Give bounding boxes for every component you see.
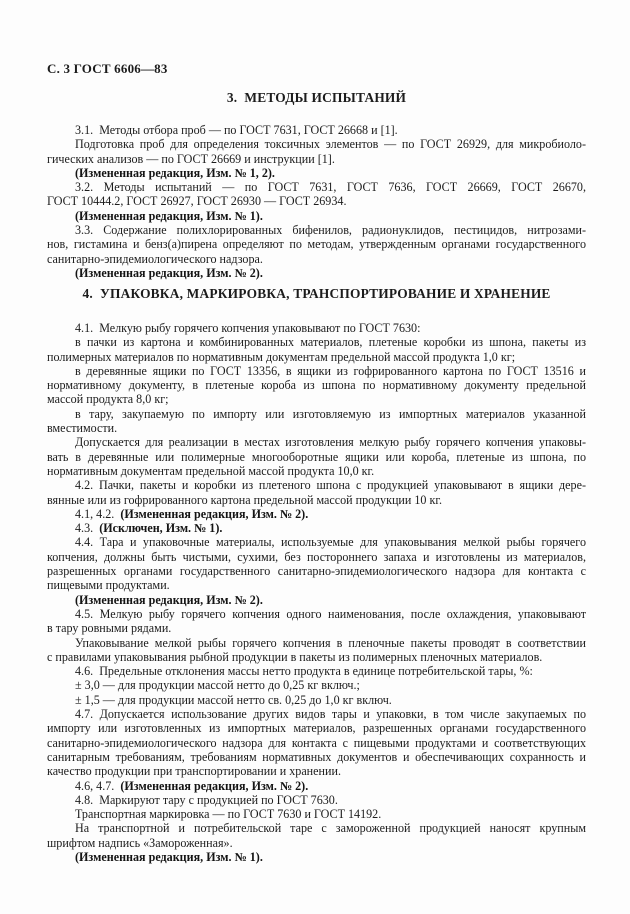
text-line — [47, 450, 586, 464]
text-line — [47, 850, 586, 864]
text-line — [47, 137, 586, 151]
text-segment: вать в деревянные или полимерные многооборотные ящики или короба, плетеные из шпона, по — [47, 449, 586, 464]
section-4-body — [47, 321, 586, 864]
text-line — [47, 166, 586, 180]
text-line — [47, 578, 586, 592]
text-line — [47, 407, 586, 421]
text-segment: санитарно-эпидемиологического надзора для контакта с пищевыми продуктами и соответствующих — [47, 735, 586, 750]
text-segment: нормативному документу, в плетеные короба из шпона по нормативному документу предельной — [47, 378, 586, 393]
text-segment: вместимости. — [47, 421, 118, 436]
text-line — [47, 478, 586, 492]
text-segment: в тару, закупаемую по импорту или изготовляемую из импортных материалов указанной — [75, 406, 586, 421]
amendment-note: (Измененная редакция, Изм. № 1). — [75, 208, 263, 223]
text-segment: 4.5. Мелкую рыбу горячего копчения одного наименования, после охлаждения, упаковывают — [75, 606, 586, 621]
text-line — [47, 321, 586, 335]
text-line — [47, 435, 586, 449]
text-segment: шрифтом надпись «Замороженная». — [47, 835, 233, 850]
text-segment: 4.2. Пачки, пакеты и коробки из плетеного шпона с продукцией упаковывают в ящики дере- — [75, 478, 586, 493]
text-line — [47, 821, 586, 835]
text-line — [47, 252, 586, 266]
text-line — [47, 721, 586, 735]
amendment-note: (Исключен, Изм. № 1). — [99, 521, 223, 536]
text-line — [47, 607, 586, 621]
text-segment: Допускается для реализации в местах изготовления мелкую рыбу горячего копчения упаковы- — [75, 435, 586, 450]
text-segment: качество продукции при транспортировании и хранении. — [47, 764, 341, 779]
text-segment: 3.2. Методы испытаний — по ГОСТ 7631, ГОСТ 7636, ГОСТ 26669, ГОСТ 26670, — [75, 180, 586, 195]
text-line — [47, 764, 586, 778]
text-line — [47, 650, 586, 664]
text-segment: ± 3,0 — для продукции массой нетто до 0,25 кг включ.; — [75, 678, 360, 693]
text-line — [47, 152, 586, 166]
text-segment: пищевыми продуктами. — [47, 578, 170, 593]
text-line — [47, 750, 586, 764]
text-line — [47, 237, 586, 251]
text-segment: На транспортной и потребительской таре с замороженной продукцией наносят крупным — [75, 821, 586, 836]
text-line — [47, 350, 586, 364]
text-segment: гических анализов — по ГОСТ 26669 и инструкции [1]. — [47, 151, 335, 166]
text-segment: в деревянные ящики по ГОСТ 13356, в ящики из гофрированного картона по ГОСТ 13516 и — [75, 363, 586, 378]
text-line — [47, 693, 586, 707]
text-segment: 4.4. Тара и упаковочные материалы, используемые для упаковывания мелкой рыбы горячего — [75, 535, 586, 550]
text-segment: 4.1. Мелкую рыбу горячего копчения упаковывают по ГОСТ 7630: — [75, 321, 421, 335]
text-segment: Упаковывание мелкой рыбы горячего копчения в пленочные пакеты проводят в соответствии — [75, 635, 586, 650]
amendment-note: (Измененная редакция, Изм. № 1, 2). — [75, 165, 275, 180]
text-segment: 3.3. Содержание полихлорированных бифенилов, радионуклидов, пестицидов, нитрозами- — [75, 223, 586, 238]
text-segment: Транспортная маркировка — по ГОСТ 7630 и ГОСТ 14192. — [75, 807, 382, 822]
amendment-note: (Измененная редакция, Изм. № 2). — [75, 592, 263, 607]
text-line — [47, 621, 586, 635]
text-segment: санитарно-эпидемиологического надзора. — [47, 251, 263, 266]
text-segment: в пачки из картона и комбинированных материалов, плетеные коробки из шпона, пакеты из — [75, 335, 586, 350]
text-segment: 4.8. Маркируют тару с продукцией по ГОСТ 7630. — [75, 792, 338, 807]
text-line — [47, 123, 586, 137]
text-segment: полимерных материалов по нормативным документам предельной массой продукта 1,0 кг; — [47, 349, 516, 364]
amendment-note: (Измененная редакция, Изм. № 2). — [120, 778, 309, 793]
text-line — [47, 550, 586, 564]
text-line — [47, 807, 586, 821]
text-line — [47, 378, 586, 392]
text-segment: вянные или из гофрированного картона предельной массой продукции 10 кг. — [47, 492, 442, 507]
page-header: С. 3 ГОСТ 6606—83 — [47, 61, 168, 76]
amendment-note: (Измененная редакция, Изм. № 1). — [75, 849, 263, 864]
text-segment: нов, гистамина и бенз(а)пирена определяют по методам, утвержденным органами государственного — [47, 237, 586, 252]
text-segment: копчения, должны быть чистыми, сухими, без постороннего запаха и изготовлены из материалов, — [47, 549, 586, 564]
text-line — [47, 493, 586, 507]
text-segment: Подготовка проб для определения токсичных элементов — по ГОСТ 26929, для микробиоло- — [75, 137, 586, 152]
text-line — [47, 464, 586, 478]
text-line — [47, 194, 586, 208]
text-segment: 4.3. — [75, 521, 100, 536]
text-line — [47, 507, 586, 521]
text-line — [47, 678, 586, 692]
section-3-body — [47, 123, 586, 280]
text-line — [47, 707, 586, 721]
text-line — [47, 266, 586, 280]
section-heading-4: 4. УПАКОВКА, МАРКИРОВКА, ТРАНСПОРТИРОВАНИЕ И ХРАНЕНИЕ — [82, 286, 551, 301]
text-segment: массой продукта 8,0 кг; — [47, 392, 169, 407]
text-line — [47, 793, 586, 807]
text-line — [47, 836, 586, 850]
text-segment: 4.6, 4.7. — [75, 778, 121, 793]
text-line — [47, 180, 586, 194]
text-segment: 4.1, 4.2. — [75, 506, 121, 521]
amendment-note: (Измененная редакция, Изм. № 2). — [75, 265, 263, 280]
text-segment: 4.6. Предельные отклонения массы нетто продукта в единице потребительской тары, %: — [75, 664, 533, 679]
text-line — [47, 593, 586, 607]
text-segment: санитарным требованиям, требованиям нормативных документов и обеспечивающих сохранность и — [47, 749, 586, 764]
text-line — [47, 209, 586, 223]
text-line — [47, 335, 586, 349]
text-segment: 4.7. Допускается использование других видов тары и упаковки, в том числе закупаемых по — [75, 707, 586, 722]
text-segment: ± 1,5 — для продукции массой нетто св. 0,25 до 1,0 кг включ. — [75, 692, 392, 707]
text-segment: импорту или изготовленных из импортных материалов, разрешенных органами государственного — [47, 721, 586, 736]
text-line — [47, 535, 586, 549]
text-segment: в тару ровными рядами. — [47, 621, 172, 636]
text-segment: ГОСТ 10444.2, ГОСТ 26927, ГОСТ 26930 — ГОСТ 26934. — [47, 194, 347, 209]
text-line — [47, 564, 586, 578]
text-segment: 3.1. Методы отбора проб — по ГОСТ 7631, ГОСТ 26668 и [1]. — [75, 123, 398, 137]
text-line — [47, 664, 586, 678]
amendment-note: (Измененная редакция, Изм. № 2). — [120, 506, 309, 521]
text-line — [47, 364, 586, 378]
text-line — [47, 636, 586, 650]
text-line — [47, 421, 586, 435]
text-line — [47, 736, 586, 750]
text-line — [47, 223, 586, 237]
text-line — [47, 521, 586, 535]
text-segment: с правилами упаковывания рыбной продукции в пакеты из полимерных пленочных материалов. — [47, 649, 543, 664]
section-heading-3: 3. МЕТОДЫ ИСПЫТАНИЙ — [226, 90, 407, 105]
text-segment: разрешенных органами государственного санитарно-эпидемиологического надзора для контакта с — [47, 564, 586, 579]
text-segment: нормативным документам предельной массой продукта 10,0 кг. — [47, 463, 375, 478]
text-line — [47, 392, 586, 406]
text-line — [47, 779, 586, 793]
